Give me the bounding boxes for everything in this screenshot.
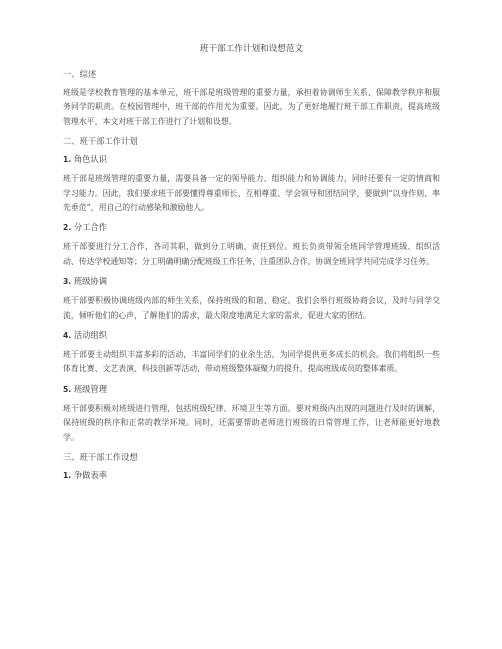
- section-heading-overview: 一、综述: [63, 69, 97, 79]
- sub-heading-number: 5.: [63, 384, 72, 394]
- sub-heading-division: [63, 221, 440, 234]
- sub-heading-label: 活动组织: [73, 330, 108, 341]
- sub-heading-management: [63, 383, 440, 396]
- sub-heading-number: 1.: [63, 155, 72, 165]
- sub-heading-label: 分工合作: [73, 222, 108, 233]
- sub-heading-role-model: [63, 469, 440, 482]
- sub-heading-role: [63, 153, 440, 166]
- section-heading-work-ideas: 三、班干部工作设想: [63, 452, 138, 463]
- sub-heading-number: 2.: [63, 223, 72, 233]
- coordination-paragraph: 班干部要积极协调班级内部的师生关系，保持班级的和谐、稳定。我们会举行班级协商会议，及时与同学交流，倾听他们的心声，了解他们的需求，最大限度地满足大家的需求，促进大家的团结。: [63, 296, 440, 320]
- sub-heading-coordination: [63, 275, 440, 288]
- division-paragraph: 班干部要进行分工合作，各司其职，做到分工明确、责任到位。班长负责带领全班同学管理班级、组织活动、传达学校通知等；分工明确明确分配班级工作任务，注重团队合作，协调全班同学共同完成学习任务。: [63, 242, 440, 266]
- page-title: 班干部工作计划和设想范文: [199, 44, 304, 54]
- sub-heading-number: 3.: [63, 277, 72, 287]
- sub-heading-number: 4.: [63, 331, 72, 341]
- section-heading-work-plan: 二、班干部工作计划: [63, 136, 138, 147]
- sub-heading-label: 角色认识: [73, 154, 108, 165]
- sub-heading-label: 班级管理: [73, 383, 108, 394]
- sub-heading-label: 班级协调: [73, 276, 108, 287]
- overview-paragraph: 班级是学校教育管理的基本单元，班干部是班级管理的重要力量，承担着协调师生关系、保障教学秩序和服务同学的职责。在校园管理中，班干部的作用尤为重要。因此，为了更好地履行班干部工作职责，提高班级管理水平，本文对班干部工作进行了计划和设想。: [63, 88, 440, 126]
- management-paragraph: 班干部要积极对班级进行管理，包括班级纪律、环境卫生等方面。要对班级内出现的问题进行及时的调解，保持班级的秩序和正常的教学环境。同时，还需要帮助老师进行班级的日常管理工作，让老师能更好地教学。: [63, 403, 440, 442]
- sub-heading-activities: [63, 329, 440, 342]
- sub-heading-number: 1.: [63, 471, 72, 481]
- activities-paragraph: 班干部要主动组织丰富多彩的活动，丰富同学们的业余生活，为同学提供更多成长的机会。我们将组织一些体育比赛、文艺表演、科技创新等活动，带动班级整体凝聚力的提升，提高班级成员的整体素质。: [63, 350, 440, 374]
- sub-heading-label: 争做表率: [73, 470, 108, 481]
- role-paragraph: 班干部是班级管理的重要力量，需要具备一定的领导能力、组织能力和协调能力，同时还要有一定的情商和学习能力。因此，我们要求班干部要懂得尊重师长、互相尊重、学会领导和团结同学，要做到“以身作则、率先垂范”，用自己的行动感染和激励他人。: [63, 174, 440, 213]
